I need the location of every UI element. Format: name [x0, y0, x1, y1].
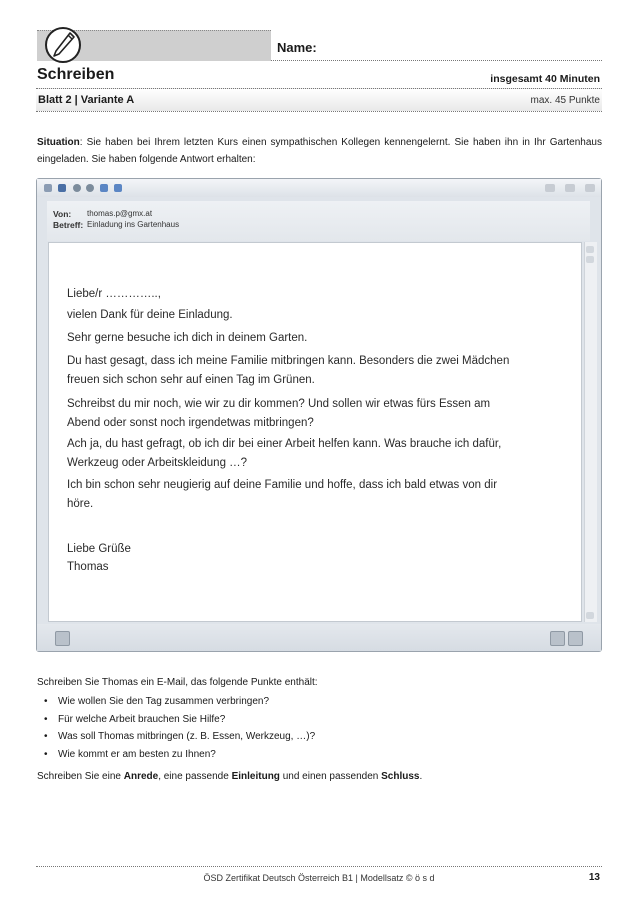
up-icon[interactable] — [100, 184, 108, 192]
letter-salutation: Liebe/r ………….., — [67, 288, 161, 300]
section-title: Schreiben — [37, 66, 115, 83]
total-time: insgesamt 40 Minuten — [490, 73, 600, 85]
email-footer — [37, 624, 601, 651]
close-icon[interactable] — [585, 184, 595, 192]
max-points: max. 45 Punkte — [530, 95, 600, 106]
maximize-icon[interactable] — [565, 184, 575, 192]
keyword-anrede: Anrede — [123, 771, 159, 782]
footer-text: ÖSD Zertifikat Deutsch Österreich B1 | Modellsatz © ö s d — [203, 873, 435, 883]
page-number: 13 — [588, 872, 600, 883]
avatar-icon[interactable] — [550, 631, 565, 646]
name-input-line[interactable] — [271, 60, 602, 61]
letter-line: Sehr gerne besuche ich dich in deinem Garten. — [67, 332, 308, 344]
situation-description: : Sie haben bei Ihrem letzten Kurs einen sympathischen Kollegen kennengelernt. Sie haben ihn in Ihr Gartenhaus eingeladen. Sie haben folgende Antwort erhalten: — [37, 137, 602, 165]
from-value: thomas.p@gmx.at — [87, 209, 153, 218]
sheet-label: Blatt 2 | Variante A — [38, 94, 135, 106]
task-point: • Wie wollen Sie den Tag zusammen verbringen? — [44, 696, 270, 707]
letter-line: vielen Dank für deine Einladung. — [67, 309, 233, 321]
task-point: • Wie kommt er am besten zu Ihnen? — [44, 749, 216, 760]
scroll-up-icon[interactable] — [586, 246, 594, 253]
letter-line: Ach ja, du hast gefragt, ob ich dir bei einer Arbeit helfen kann. Was brauche ich dafür, — [67, 438, 502, 450]
name-label: Name: — [277, 40, 317, 55]
keyword-schluss: Schluss — [381, 771, 420, 782]
letter-closing: Liebe Grüße — [67, 543, 131, 555]
footer-divider — [36, 866, 602, 867]
keyword-einleitung: Einleitung — [231, 771, 280, 782]
task-point: • Für welche Arbeit brauchen Sie Hilfe? — [44, 714, 226, 725]
redo-icon[interactable] — [86, 184, 94, 192]
print-icon[interactable] — [58, 184, 66, 192]
scroll-up-icon[interactable] — [586, 256, 594, 263]
letter-line: freuen sich schon sehr auf einen Tag im Grünen. — [67, 374, 315, 386]
undo-icon[interactable] — [73, 184, 81, 192]
task-closing: Schreiben Sie eine Anrede, eine passende Einleitung und einen passenden Schluss. — [37, 771, 423, 782]
letter-signature: Thomas — [67, 561, 109, 573]
situation-text — [37, 134, 602, 168]
letter-line: Schreibst du mir noch, wie wir zu dir kommen? Und sollen wir etwas fürs Essen am — [67, 398, 491, 410]
from-label: Von: — [53, 209, 72, 219]
avatar-icon[interactable] — [55, 631, 70, 646]
letter-line: Ich bin schon sehr neugierig auf deine Familie und hoffe, dass ich bald etwas von dir — [67, 479, 498, 491]
save-icon[interactable] — [44, 184, 52, 192]
subject-label: Betreff: — [53, 220, 84, 230]
email-scrollbar[interactable] — [584, 242, 597, 622]
letter-line: Abend oder sonst noch irgendetwas mitbringen? — [67, 417, 314, 429]
minimize-icon[interactable] — [545, 184, 555, 192]
avatar-icon[interactable] — [568, 631, 583, 646]
letter-line: höre. — [67, 498, 94, 510]
letter-line: Werkzeug oder Arbeitskleidung …? — [67, 457, 248, 469]
task-intro: Schreiben Sie Thomas ein E-Mail, das folgende Punkte enthält: — [37, 677, 318, 688]
pen-icon — [43, 24, 83, 66]
letter-line: Du hast gesagt, dass ich meine Familie mitbringen kann. Besonders die zwei Mädchen — [67, 355, 510, 367]
scroll-down-icon[interactable] — [586, 612, 594, 619]
situation-label: Situation — [37, 137, 80, 148]
down-icon[interactable] — [114, 184, 122, 192]
subject-value: Einladung ins Gartenhaus — [87, 220, 180, 229]
task-point: • Was soll Thomas mitbringen (z. B. Essen, Werkzeug, …)? — [44, 731, 316, 742]
